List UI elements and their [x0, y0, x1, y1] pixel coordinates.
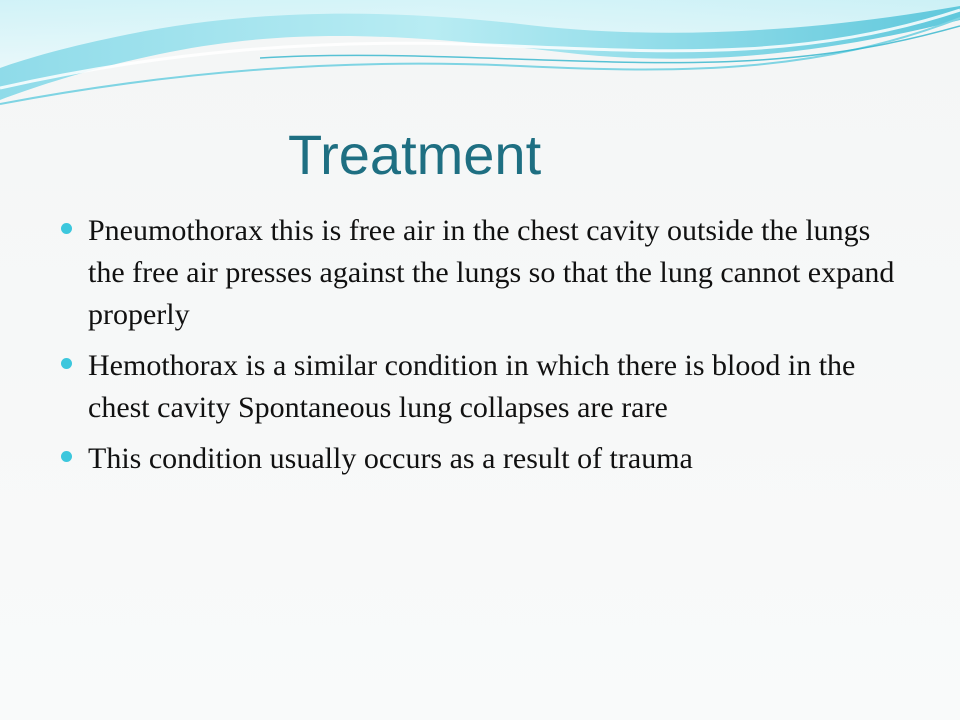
decorative-wave-header: [0, 0, 960, 120]
bullet-marker-icon: [61, 451, 72, 462]
bullet-item-pneumothorax: [58, 210, 908, 336]
slide-title: Treatment: [288, 123, 542, 186]
bullet-text: Pneumothorax this is free air in the chest cavity outside the lungs the free air presses against the lungs so that the lung cannot expand properly: [88, 214, 895, 331]
bullet-item-trauma: [58, 438, 908, 480]
bullet-text: Hemothorax is a similar condition in which there is blood in the chest cavity Spontaneous lung collapses are rare: [88, 349, 856, 424]
bullet-text: This condition usually occurs as a result of trauma: [88, 442, 693, 475]
bullet-marker-icon: [61, 358, 72, 369]
bullet-list: [58, 210, 908, 489]
bullet-marker-icon: [61, 223, 72, 234]
bullet-item-hemothorax: [58, 345, 908, 429]
